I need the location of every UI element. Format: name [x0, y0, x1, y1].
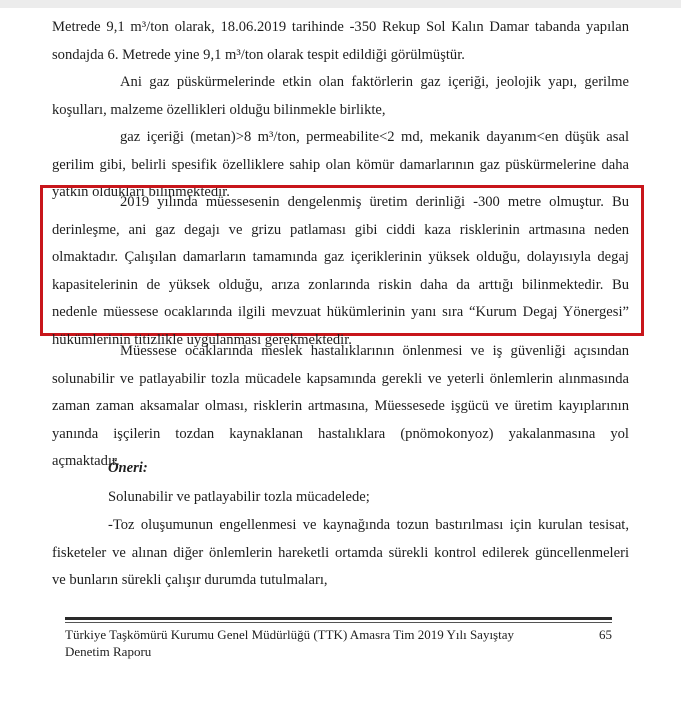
recommendation-item [52, 512, 629, 595]
text-line: ve bunların sürekli çalışır durumda tutulmaları, [52, 572, 328, 589]
text-line: zaman zaman aksamalar olması, risklerin artmasına, Müessesede işgücü ve üretim kayıplarının [52, 398, 629, 415]
paragraph-dust-control [52, 338, 629, 476]
text-line: koşulları, malzeme özellikleri olduğu bilinmekle birlikte, [52, 101, 386, 118]
footer-rule-thin [65, 622, 612, 623]
text-line: gaz içeriği (metan)>8 m³/ton, permeabilite<2 md, mekanik dayanım<en düşük asal [120, 129, 629, 145]
text-line: Metrede 9,1 m³/ton olarak, 18.06.2019 tarihinde -350 Rekup Sol Kalın Damar tabanda yapılan [52, 19, 629, 35]
recommendation-intro [108, 484, 629, 512]
text-line: solunabilir ve patlayabilir tozla mücadele kapsamında gerekli ve yeterli önlemlerin alınmasında [52, 370, 629, 387]
text-line: fisketeler ve alınan diğer önlemlerin hareketli ortamda sürekli kontrol edilerek güncellenmeleri [52, 544, 629, 561]
footer-report-title-line1: Türkiye Taşkömürü Kurumu Genel Müdürlüğü (TTK) Amasra Tim 2019 Yılı Sayıştay [65, 627, 514, 642]
text-line: nedenle müessese ocaklarında ilgili mevzuat hükümlerinin yanı sıra “Kurum Degaj Yönergesi” [52, 304, 629, 321]
text-line: gerilim gibi, belirli spesifik özelliklere sahip olan kömür damarlarının gaz püskürmelerine daha [52, 156, 629, 173]
text-line: açmaktadır. [52, 453, 120, 470]
text-line: hükümlerinin titizlikle uygulanması gerekmektedir. [52, 331, 352, 348]
text-line: derinleşme, ani gaz degajı ve grizu patlaması gibi ciddi kaza risklerinin artmasına neden [52, 221, 629, 238]
paragraph-gas-outburst-factors [52, 69, 629, 124]
text-line: yatkın oldukları bilinmektedir. [52, 184, 230, 201]
text-line: yanında işçilerin tozdan kaynaklanan hastalıklara (pnömokonyoz) yakalanmasına yol [52, 425, 629, 442]
paragraph-production-depth-risk [52, 189, 629, 355]
page-number: 65 [599, 627, 612, 642]
text-line: 2019 yılında müessesenin dengelenmiş üretim derinliği -300 metre olmuştur. Bu [120, 194, 629, 210]
text-line: -Toz oluşumunun engellenmesi ve kaynağında tozun bastırılması için kurulan tesisat, [108, 517, 629, 533]
text-line: Solunabilir ve patlayabilir tozla mücadelede; [108, 489, 370, 505]
text-line: Ani gaz püskürmelerinde etkin olan faktörlerin gaz içeriği, jeolojik yapı, gerilme [120, 74, 629, 90]
text-line: sondajda 6. Metrede yine 9,1 m³/ton olarak tespit edildiği görülmüştür. [52, 46, 465, 63]
footer-rule-thick [65, 617, 612, 620]
text-line: kapasitelerinin de yüksek olduğu, arıza zonlarında riskin daha da arttığı bilinmektedir. Bu [52, 276, 629, 293]
page-footer [65, 626, 612, 660]
footer-report-title-line2: Denetim Raporu [65, 644, 152, 659]
recommendation-heading: Öneri: [108, 460, 148, 476]
text-line: Müessese ocaklarında meslek hastalıklarının önlenmesi ve iş güvenliği açısından [120, 343, 629, 359]
text-line: olmaktadır. Çalışılan damarların tamamında gaz içeriklerinin yüksek olduğu, dolayısıyla degaj [52, 249, 629, 266]
paragraph-measurement-continuation [52, 14, 629, 69]
